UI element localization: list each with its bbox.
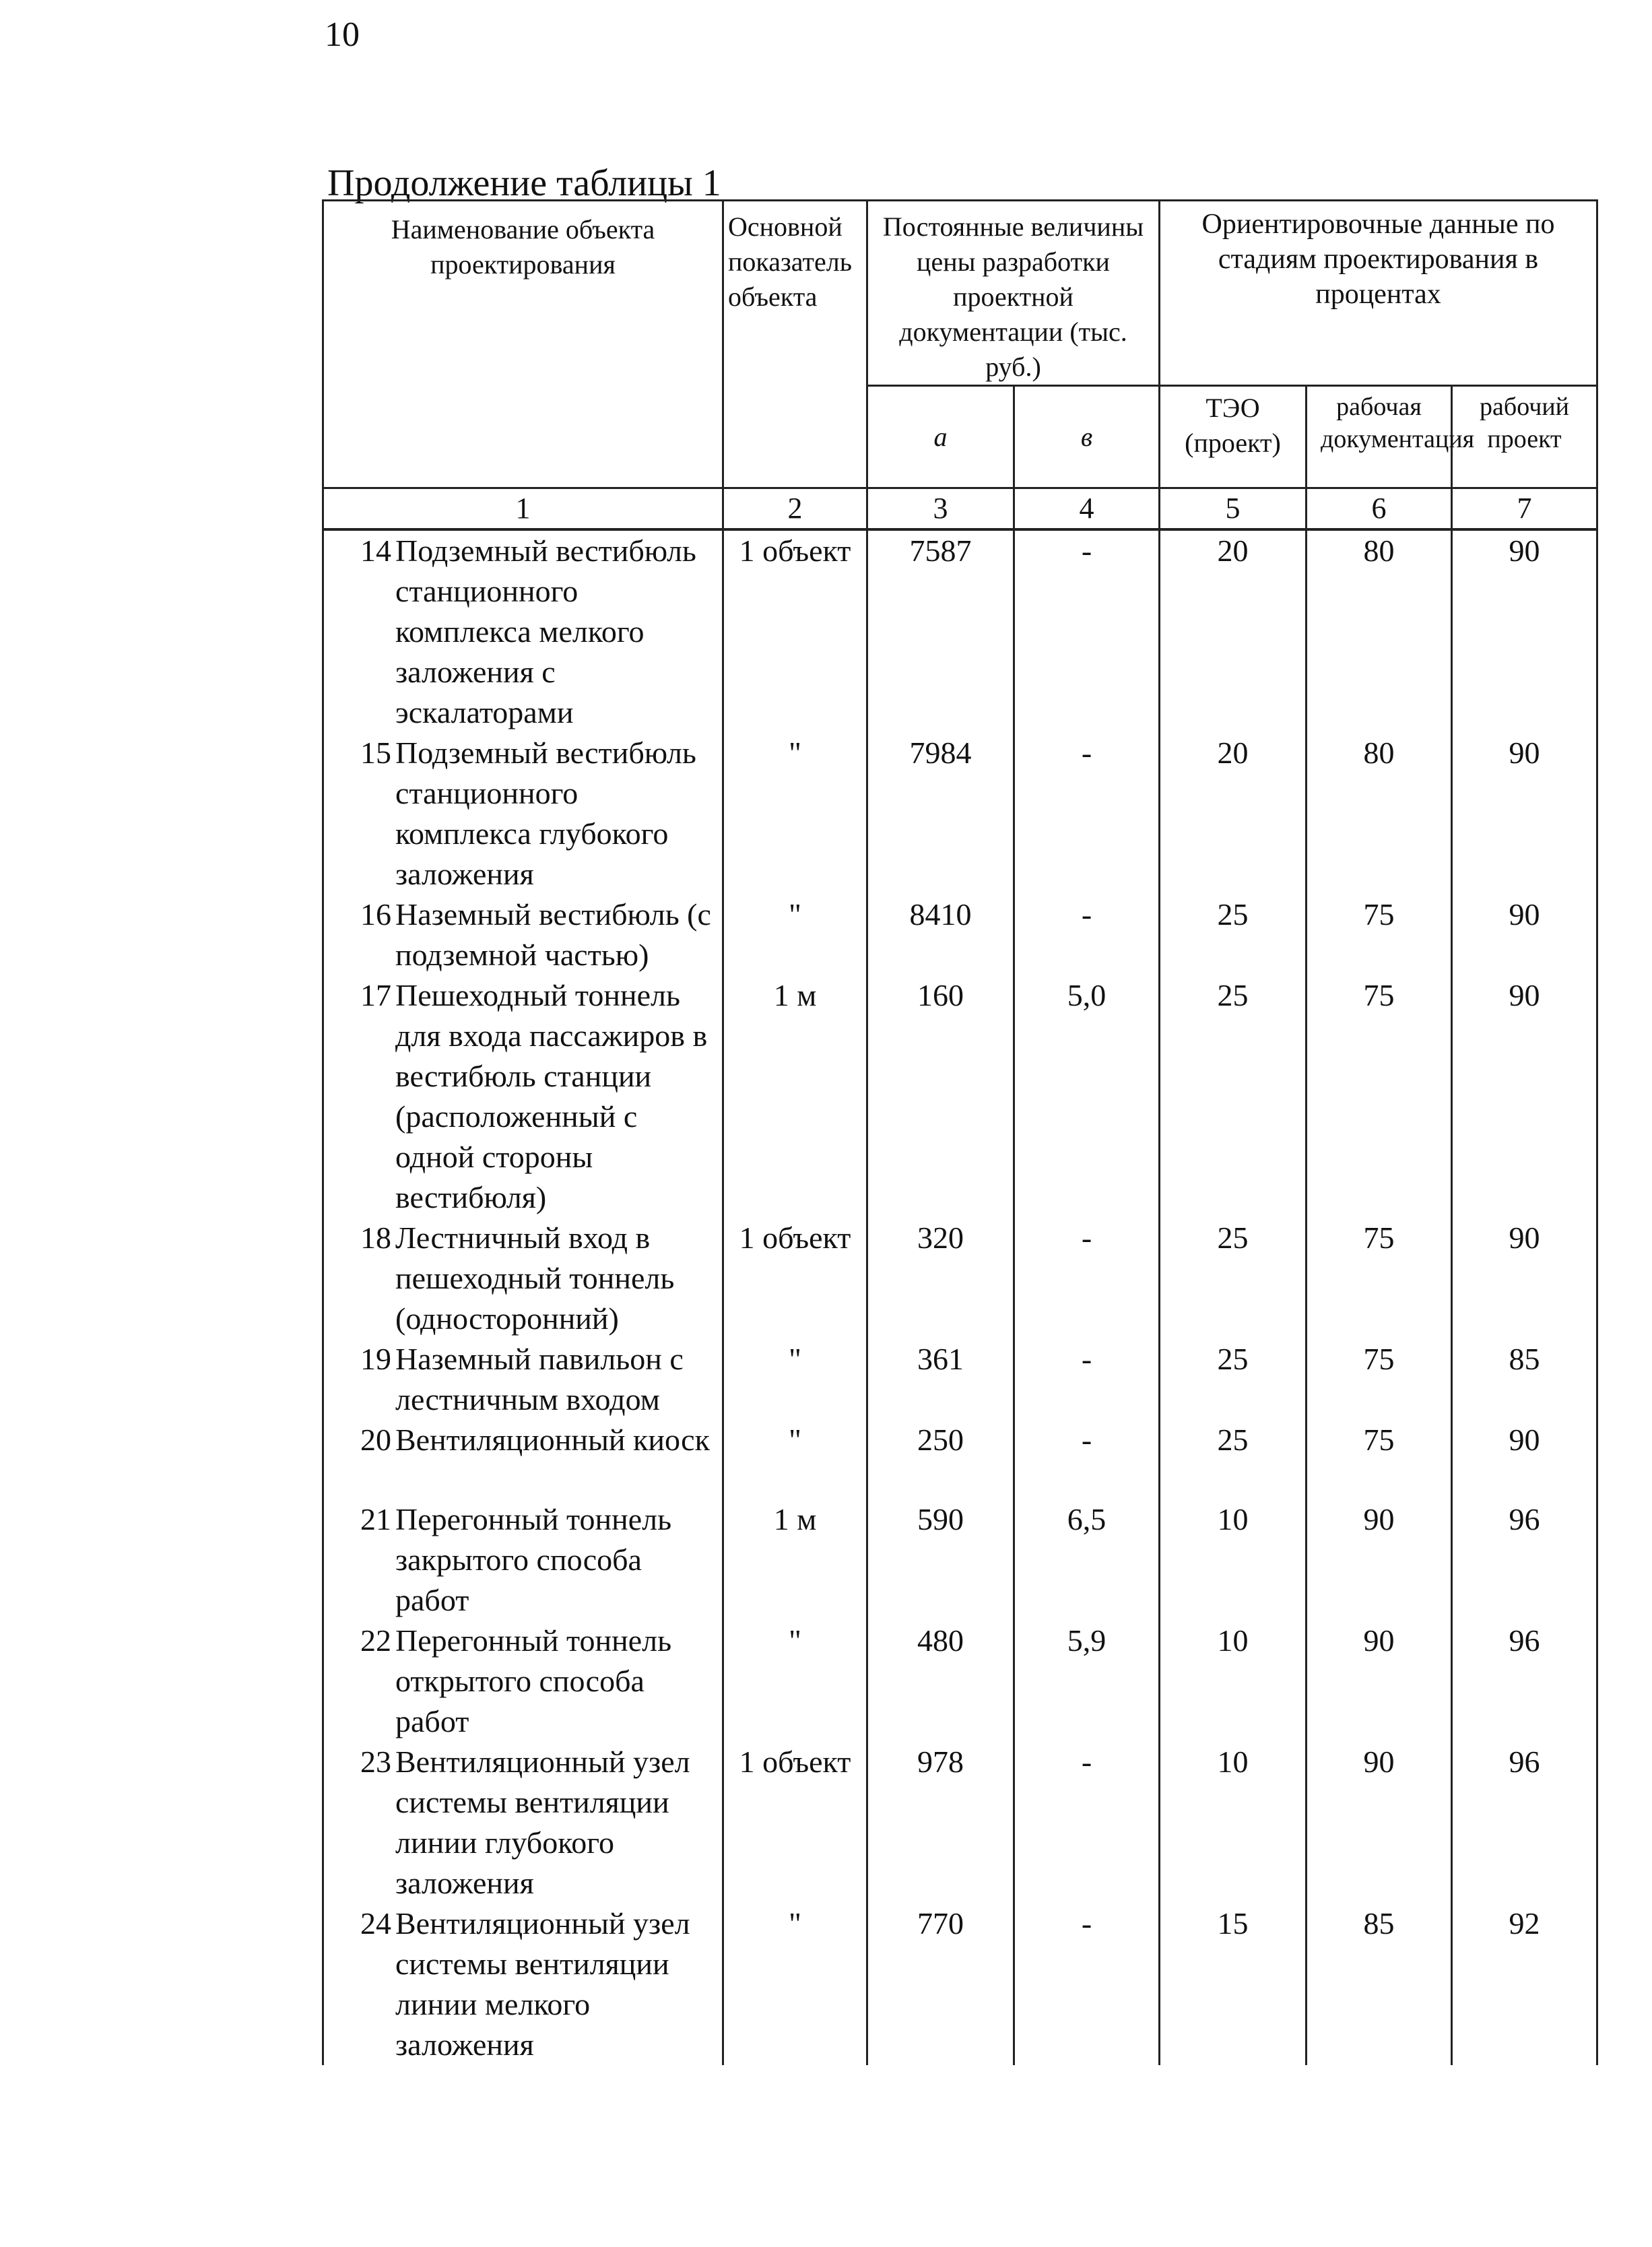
row-number: 20 <box>360 1423 391 1457</box>
teo-percent-cell: 20 <box>1160 733 1307 894</box>
working-docs-percent-cell: 75 <box>1307 1218 1452 1339</box>
value-b-cell: 5,0 <box>1014 975 1160 1218</box>
working-project-percent-cell: 92 <box>1452 1903 1597 2065</box>
indicator-cell: " <box>723 1339 867 1420</box>
table-row <box>323 975 1597 1218</box>
header-sub-a: а <box>867 386 1014 488</box>
row-number: 15 <box>360 736 391 770</box>
row-number: 22 <box>360 1623 391 1658</box>
indicator-cell: " <box>723 1621 867 1742</box>
value-b-cell: 5,9 <box>1014 1621 1160 1742</box>
teo-percent-cell: 20 <box>1160 529 1307 733</box>
working-project-percent-cell: 90 <box>1452 733 1597 894</box>
teo-percent-cell: 10 <box>1160 1621 1307 1742</box>
value-a-cell: 7587 <box>867 529 1014 733</box>
column-number: 2 <box>723 488 867 530</box>
column-number: 6 <box>1307 488 1452 530</box>
indicator-cell: 1 объект <box>723 529 867 733</box>
value-b-cell: 6,5 <box>1014 1499 1160 1621</box>
table-row <box>323 1742 1597 1903</box>
object-name: Наземный вестибюль (с подземной частью) <box>395 897 711 972</box>
value-a-cell: 7984 <box>867 733 1014 894</box>
data-table <box>322 199 1598 2065</box>
indicator-cell: 1 м <box>723 1499 867 1621</box>
object-name: Вентиляционный узел системы вентиляции линии мелкого заложения <box>395 1906 690 2062</box>
table-caption: Продолжение таблицы 1 <box>327 162 721 204</box>
header-indicator: Основной показатель объекта <box>723 201 867 488</box>
working-docs-percent-cell: 80 <box>1307 529 1452 733</box>
column-number: 4 <box>1014 488 1160 530</box>
object-name: Пешеходный тоннель для входа пассажиров в вестибюль станции (расположенный с одной стороны вестибюля) <box>395 978 708 1214</box>
working-project-percent-cell: 90 <box>1452 1420 1597 1499</box>
header-sub-teo: ТЭО (проект) <box>1160 386 1307 488</box>
row-number: 24 <box>360 1906 391 1941</box>
object-name: Лестничный вход в пешеходный тоннель (односторонний) <box>395 1220 675 1336</box>
row-number: 21 <box>360 1502 391 1536</box>
indicator-cell: " <box>723 1420 867 1499</box>
row-number: 17 <box>360 978 391 1012</box>
object-name: Перегонный тоннель закрытого способа работ <box>395 1502 672 1617</box>
table-row <box>323 529 1597 733</box>
table-row <box>323 1903 1597 2065</box>
page-number: 10 <box>325 15 360 54</box>
object-name: Наземный павильон с лестничным входом <box>395 1342 684 1416</box>
working-project-percent-cell: 85 <box>1452 1339 1597 1420</box>
teo-percent-cell: 10 <box>1160 1499 1307 1621</box>
teo-percent-cell: 25 <box>1160 894 1307 975</box>
indicator-cell: 1 м <box>723 975 867 1218</box>
table-row <box>323 1339 1597 1420</box>
header-sub-working-docs: рабочая документация <box>1307 386 1452 488</box>
object-name: Подземный вестибюль станционного комплекса глубокого заложения <box>395 736 696 891</box>
value-b-cell: - <box>1014 894 1160 975</box>
teo-percent-cell: 15 <box>1160 1903 1307 2065</box>
working-docs-percent-cell: 80 <box>1307 733 1452 894</box>
header-sub-working-project: рабочий проект <box>1452 386 1597 488</box>
row-number: 23 <box>360 1745 391 1779</box>
value-a-cell: 250 <box>867 1420 1014 1499</box>
working-docs-percent-cell: 75 <box>1307 975 1452 1218</box>
working-docs-percent-cell: 90 <box>1307 1621 1452 1742</box>
value-b-cell: - <box>1014 1420 1160 1499</box>
value-b-cell: - <box>1014 1903 1160 2065</box>
teo-percent-cell: 25 <box>1160 1339 1307 1420</box>
working-docs-percent-cell: 75 <box>1307 1420 1452 1499</box>
row-number: 18 <box>360 1220 391 1255</box>
teo-percent-cell: 10 <box>1160 1742 1307 1903</box>
indicator-cell: " <box>723 894 867 975</box>
table-row <box>323 733 1597 894</box>
table-row <box>323 1621 1597 1742</box>
value-a-cell: 160 <box>867 975 1014 1218</box>
working-docs-percent-cell: 85 <box>1307 1903 1452 2065</box>
column-number: 5 <box>1160 488 1307 530</box>
header-stage-percentages: Ориентировочные данные по стадиям проектирования в процентах <box>1160 201 1597 386</box>
working-docs-percent-cell: 75 <box>1307 894 1452 975</box>
object-name: Вентиляционный узел системы вентиляции линии глубокого заложения <box>395 1745 690 1900</box>
indicator-cell: " <box>723 733 867 894</box>
working-project-percent-cell: 90 <box>1452 894 1597 975</box>
table-row <box>323 1218 1597 1339</box>
working-project-percent-cell: 96 <box>1452 1621 1597 1742</box>
value-a-cell: 480 <box>867 1621 1014 1742</box>
indicator-cell: 1 объект <box>723 1742 867 1903</box>
working-project-percent-cell: 90 <box>1452 975 1597 1218</box>
working-docs-percent-cell: 75 <box>1307 1339 1452 1420</box>
teo-percent-cell: 25 <box>1160 1218 1307 1339</box>
column-number: 7 <box>1452 488 1597 530</box>
working-project-percent-cell: 96 <box>1452 1499 1597 1621</box>
header-constant-values: Постоянные величины цены разработки проектной документации (тыс. руб.) <box>867 201 1160 386</box>
working-project-percent-cell: 90 <box>1452 529 1597 733</box>
table-row <box>323 894 1597 975</box>
indicator-cell: " <box>723 1903 867 2065</box>
value-b-cell: - <box>1014 1339 1160 1420</box>
value-b-cell: - <box>1014 1742 1160 1903</box>
teo-percent-cell: 25 <box>1160 1420 1307 1499</box>
value-b-cell: - <box>1014 529 1160 733</box>
header-sub-b: в <box>1014 386 1160 488</box>
table-row <box>323 1499 1597 1621</box>
value-a-cell: 590 <box>867 1499 1014 1621</box>
value-b-cell: - <box>1014 733 1160 894</box>
value-a-cell: 770 <box>867 1903 1014 2065</box>
value-a-cell: 978 <box>867 1742 1014 1903</box>
value-b-cell: - <box>1014 1218 1160 1339</box>
object-name: Перегонный тоннель открытого способа работ <box>395 1623 672 1738</box>
row-number: 14 <box>360 533 391 568</box>
working-docs-percent-cell: 90 <box>1307 1499 1452 1621</box>
column-number: 3 <box>867 488 1014 530</box>
working-project-percent-cell: 90 <box>1452 1218 1597 1339</box>
row-number: 19 <box>360 1342 391 1376</box>
indicator-cell: 1 объект <box>723 1218 867 1339</box>
working-docs-percent-cell: 90 <box>1307 1742 1452 1903</box>
value-a-cell: 361 <box>867 1339 1014 1420</box>
header-object-name: Наименование объекта проектирования <box>323 201 723 488</box>
working-project-percent-cell: 96 <box>1452 1742 1597 1903</box>
value-a-cell: 8410 <box>867 894 1014 975</box>
value-a-cell: 320 <box>867 1218 1014 1339</box>
table-row <box>323 1420 1597 1499</box>
object-name: Подземный вестибюль станционного комплекса мелкого заложения с эскалаторами <box>395 533 696 729</box>
column-number: 1 <box>323 488 723 530</box>
object-name: Вентиляционный киоск <box>395 1423 710 1457</box>
row-number: 16 <box>360 897 391 932</box>
teo-percent-cell: 25 <box>1160 975 1307 1218</box>
